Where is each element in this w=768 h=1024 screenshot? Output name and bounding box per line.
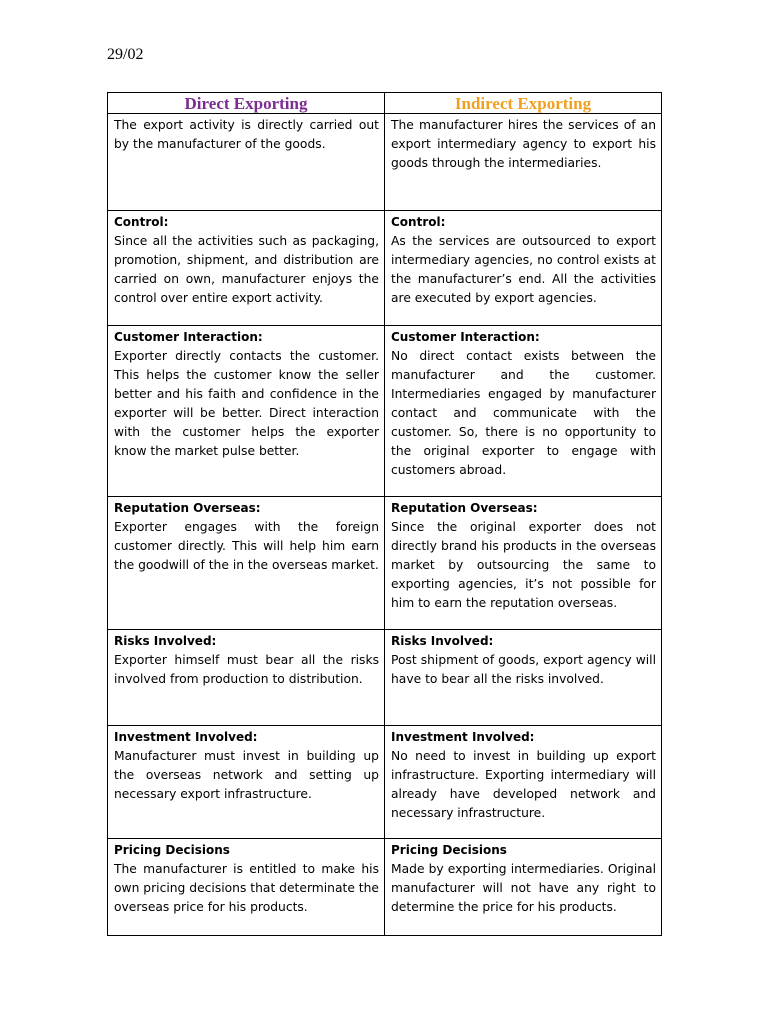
- indirect-cell: [385, 630, 662, 726]
- direct-cell: [108, 211, 385, 326]
- table-row: [108, 114, 662, 211]
- indirect-cell: [385, 211, 662, 326]
- indirect-label: Reputation Overseas:: [391, 501, 538, 515]
- indirect-text: The manufacturer hires the services of an export intermediary agency to export his goods through the intermediaries.: [391, 118, 656, 170]
- indirect-text: As the services are outsourced to export intermediary agencies, no control exists at the manufacturer’s end. All the activities are executed by export agencies.: [391, 234, 656, 305]
- direct-cell: [108, 497, 385, 630]
- table-row: [108, 326, 662, 497]
- direct-cell: [108, 726, 385, 839]
- table-row: [108, 839, 662, 936]
- direct-cell: [108, 326, 385, 497]
- indirect-label: Investment Involved:: [391, 730, 535, 744]
- indirect-text: Since the original exporter does not directly brand his products in the overseas market by outsourcing the same to exporting agencies, it’s not possible for him to earn the reputation overseas.: [391, 520, 656, 610]
- table-header-row: [108, 93, 662, 114]
- table-row: [108, 211, 662, 326]
- direct-exporting-header: Direct Exporting: [108, 93, 385, 114]
- indirect-cell: [385, 839, 662, 936]
- direct-text: The manufacturer is entitled to make his own pricing decisions that determinate the overseas price for his products.: [114, 862, 379, 914]
- direct-text: Manufacturer must invest in building up the overseas network and setting up necessary export infrastructure.: [114, 749, 379, 801]
- direct-cell: [108, 630, 385, 726]
- indirect-text: Made by exporting intermediaries. Original manufacturer will not have any right to determine the price for his products.: [391, 862, 656, 914]
- indirect-cell: [385, 726, 662, 839]
- indirect-cell: [385, 497, 662, 630]
- direct-label: Customer Interaction:: [114, 330, 263, 344]
- direct-text: The export activity is directly carried out by the manufacturer of the goods.: [114, 118, 379, 151]
- indirect-label: Control:: [391, 215, 446, 229]
- direct-label: Risks Involved:: [114, 634, 217, 648]
- indirect-text: No need to invest in building up export infrastructure. Exporting intermediary will already have developed network and necessary infrastructure.: [391, 749, 656, 820]
- page-date: 29/02: [107, 46, 144, 63]
- indirect-text: Post shipment of goods, export agency will have to bear all the risks involved.: [391, 653, 656, 686]
- indirect-exporting-header: Indirect Exporting: [385, 93, 662, 114]
- direct-text: Exporter himself must bear all the risks involved from production to distribution.: [114, 653, 379, 686]
- table-row: [108, 497, 662, 630]
- indirect-cell: [385, 326, 662, 497]
- direct-label: Reputation Overseas:: [114, 501, 261, 515]
- direct-label: Investment Involved:: [114, 730, 258, 744]
- table-row: [108, 726, 662, 839]
- comparison-table: [107, 92, 662, 936]
- direct-text: Since all the activities such as packaging, promotion, shipment, and distribution are carried on own, manufacturer enjoys the control over entire export activity.: [114, 234, 379, 305]
- direct-cell: [108, 839, 385, 936]
- indirect-label: Pricing Decisions: [391, 843, 507, 857]
- direct-label: Control:: [114, 215, 169, 229]
- indirect-label: Customer Interaction:: [391, 330, 540, 344]
- indirect-text: No direct contact exists between the manufacturer and the customer. Intermediaries engaged by manufacturer contact and communicate with the customer. So, there is no opportunity to the original exporter to engage with customers abroad.: [391, 349, 656, 477]
- table-row: [108, 630, 662, 726]
- direct-text: Exporter engages with the foreign customer directly. This will help him earn the goodwill of the in the overseas market.: [114, 520, 379, 572]
- direct-text: Exporter directly contacts the customer. This helps the customer know the seller better and his faith and confidence in the exporter will be better. Direct interaction with the customer helps the exporter know the market pulse better.: [114, 349, 379, 458]
- indirect-label: Risks Involved:: [391, 634, 494, 648]
- direct-label: Pricing Decisions: [114, 843, 230, 857]
- direct-cell: [108, 114, 385, 211]
- indirect-cell: [385, 114, 662, 211]
